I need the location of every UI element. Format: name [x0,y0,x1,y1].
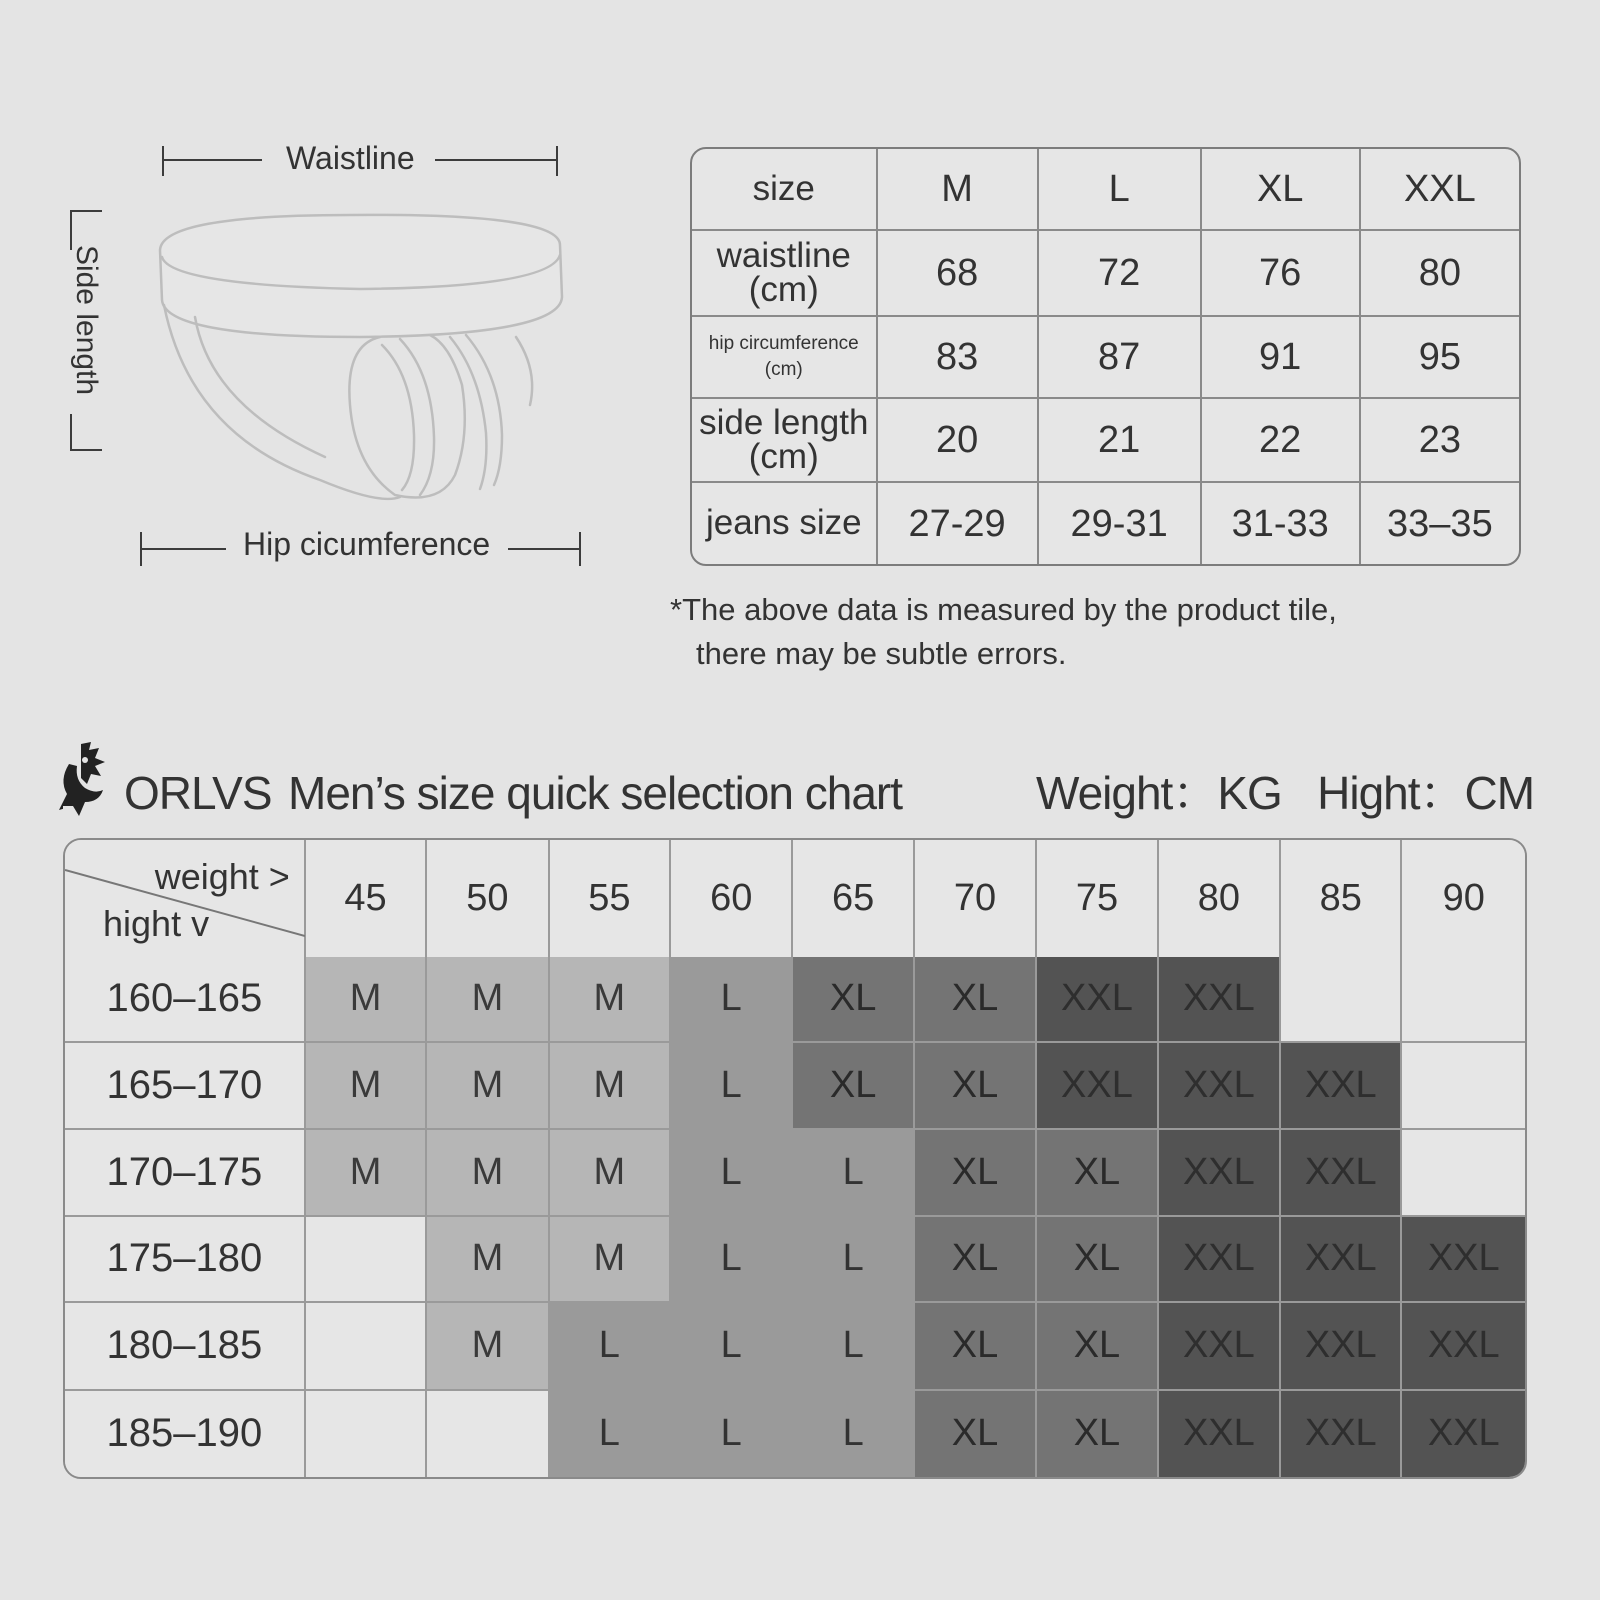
size-recommendation-cell: XXL [1159,1043,1281,1130]
empty-cell [1402,1043,1525,1130]
size-row-label: waistline (cm) [692,231,878,317]
empty-cell [306,1303,427,1390]
weight-header-75: 75 [1037,840,1158,957]
weight-header-45: 45 [306,840,427,957]
size-recommendation-cell: M [306,1130,427,1216]
hip-tick-right [579,532,581,566]
waistline-tick-left [162,146,164,176]
size-recommendation-cell: XXL [1281,1217,1402,1303]
size-recommendation-cell: L [550,1391,671,1477]
height-row [65,1303,1525,1390]
brand-mascot-icon [55,740,111,818]
weight-header-65: 65 [793,840,914,957]
size-recommendation-cell: L [793,1303,914,1390]
size-recommendation-cell: L [671,1217,793,1303]
size-cell: 72 [1039,231,1202,317]
height-range-label: 175–180 [65,1217,306,1303]
size-recommendation-cell: XL [915,1217,1037,1303]
waistline-line-right [435,159,557,161]
waistline-label: Waistline [286,140,415,176]
size-recommendation-cell: L [671,1303,793,1390]
waistline-line-left [162,159,262,161]
size-row-label: jeans size [692,483,878,564]
hip-line-right [508,548,580,550]
size-row-label: hip circumference (cm) [692,317,878,399]
size-recommendation-cell: L [671,1130,793,1216]
waistline-tick-right [556,146,558,176]
empty-cell [1281,957,1402,1043]
height-row [65,1391,1525,1477]
size-recommendation-cell: M [427,1303,549,1390]
empty-cell [1402,1130,1525,1216]
size-recommendation-cell: M [427,1130,549,1216]
size-recommendation-cell: XXL [1402,1217,1525,1303]
size-recommendation-cell: XXL [1281,1130,1402,1216]
side-line-bottom [70,414,72,450]
size-recommendation-cell: XL [915,1391,1037,1477]
size-recommendation-cell: XL [1037,1391,1158,1477]
size-recommendation-cell: M [550,1043,671,1130]
size-cell: 27-29 [878,483,1039,564]
height-range-label: 165–170 [65,1043,306,1130]
size-recommendation-cell: XL [915,1303,1037,1390]
size-recommendation-cell: M [427,1217,549,1303]
measurement-note-line1: *The above data is measured by the product tile, [670,592,1337,627]
size-recommendation-cell: L [793,1217,914,1303]
size-recommendation-cell: XXL [1159,1303,1281,1390]
size-recommendation-cell: XL [1037,1303,1158,1390]
size-cell: 20 [878,399,1039,483]
size-row-label: side length (cm) [692,399,878,483]
size-recommendation-cell: XXL [1159,957,1281,1043]
size-quick-selection-chart [63,838,1527,1479]
size-row-waistline [692,231,1519,317]
hip-line-left [140,548,226,550]
size-recommendation-cell: XXL [1402,1303,1525,1390]
weight-header-row [65,840,1525,957]
size-cell: 87 [1039,317,1202,399]
size-recommendation-cell: L [671,957,793,1043]
size-recommendation-cell: XL [915,957,1037,1043]
underwear-outline-icon [150,205,570,510]
size-recommendation-cell: L [671,1391,793,1477]
size-recommendation-cell: XL [1037,1130,1158,1216]
size-header-XXL: XXL [1361,149,1519,231]
size-cell: 29-31 [1039,483,1202,564]
size-cell: 33–35 [1387,502,1493,545]
size-recommendation-cell: XXL [1037,1043,1158,1130]
weight-header-90: 90 [1402,840,1525,957]
size-recommendation-cell: L [671,1043,793,1130]
size-cell: 68 [878,231,1039,317]
size-cell: 31-33 [1202,483,1361,564]
weight-header-60: 60 [671,840,793,957]
height-row [65,1217,1525,1303]
size-table [690,147,1521,566]
measurement-note-line2: there may be subtle errors. [696,636,1067,671]
size-recommendation-cell: M [550,1217,671,1303]
size-recommendation-cell: XL [793,1043,914,1130]
empty-cell [427,1391,549,1477]
empty-cell [306,1217,427,1303]
size-cell: 23 [1361,399,1519,483]
height-row [65,1043,1525,1130]
size-recommendation-cell: XL [793,957,914,1043]
size-row-hip [692,317,1519,399]
size-cell: 76 [1202,231,1361,317]
height-range-label: 185–190 [65,1391,306,1477]
size-cell: 80 [1361,231,1519,317]
side-tick-top [70,210,102,212]
weight-header-70: 70 [915,840,1037,957]
size-recommendation-cell: XXL [1159,1391,1281,1477]
hip-label: Hip cicumference [243,526,491,562]
side-length-label: Side length [70,244,103,396]
size-recommendation-cell: XXL [1159,1217,1281,1303]
size-header-M: M [878,149,1039,231]
size-recommendation-cell: L [793,1391,914,1477]
weight-header-80: 80 [1159,840,1281,957]
chart-brand: ORLVS [124,767,272,819]
size-recommendation-cell: M [306,957,427,1043]
empty-cell [306,1391,427,1477]
height-row [65,957,1525,1043]
corner-weight-label: weight > [154,856,290,897]
height-range-label: 160–165 [65,957,306,1043]
size-header-XL: XL [1202,149,1361,231]
chart-units: Weight：KG Hight：CM [1036,767,1535,819]
size-cell: 91 [1202,317,1361,399]
size-header-L: L [1039,149,1202,231]
size-recommendation-cell: XL [915,1130,1037,1216]
height-range-label: 180–185 [65,1303,306,1390]
size-recommendation-cell: M [427,1043,549,1130]
size-recommendation-cell: XL [915,1043,1037,1130]
size-recommendation-cell: L [550,1303,671,1390]
size-cell: 83 [878,317,1039,399]
weight-header-85: 85 [1281,840,1402,957]
size-recommendation-cell: XL [1037,1217,1158,1303]
corner-height-label: hight v [103,902,210,944]
size-recommendation-cell: XXL [1037,957,1158,1043]
size-cell: 95 [1361,317,1519,399]
size-recommendation-cell: XXL [1402,1391,1525,1477]
weight-header-55: 55 [550,840,671,957]
side-tick-bottom [70,449,102,451]
chart-title: Men’s size quick selection chart [288,767,902,819]
size-header-label: size [692,149,878,231]
size-recommendation-cell: M [550,1130,671,1216]
empty-cell [1402,957,1525,1043]
size-recommendation-cell: L [793,1130,914,1216]
size-recommendation-cell: XXL [1281,1303,1402,1390]
size-cell: 21 [1039,399,1202,483]
size-row-side-length [692,399,1519,483]
size-header-row [692,149,1519,231]
height-range-label: 170–175 [65,1130,306,1216]
chart-corner-cell [65,840,306,957]
weight-header-50: 50 [427,840,549,957]
size-recommendation-cell: XXL [1281,1391,1402,1477]
height-row [65,1130,1525,1216]
size-row-jeans [692,483,1519,564]
size-cell: 22 [1202,399,1361,483]
size-recommendation-cell: M [306,1043,427,1130]
size-recommendation-cell: M [550,957,671,1043]
size-recommendation-cell: XXL [1281,1043,1402,1130]
size-recommendation-cell: M [427,957,549,1043]
size-recommendation-cell: XXL [1159,1130,1281,1216]
